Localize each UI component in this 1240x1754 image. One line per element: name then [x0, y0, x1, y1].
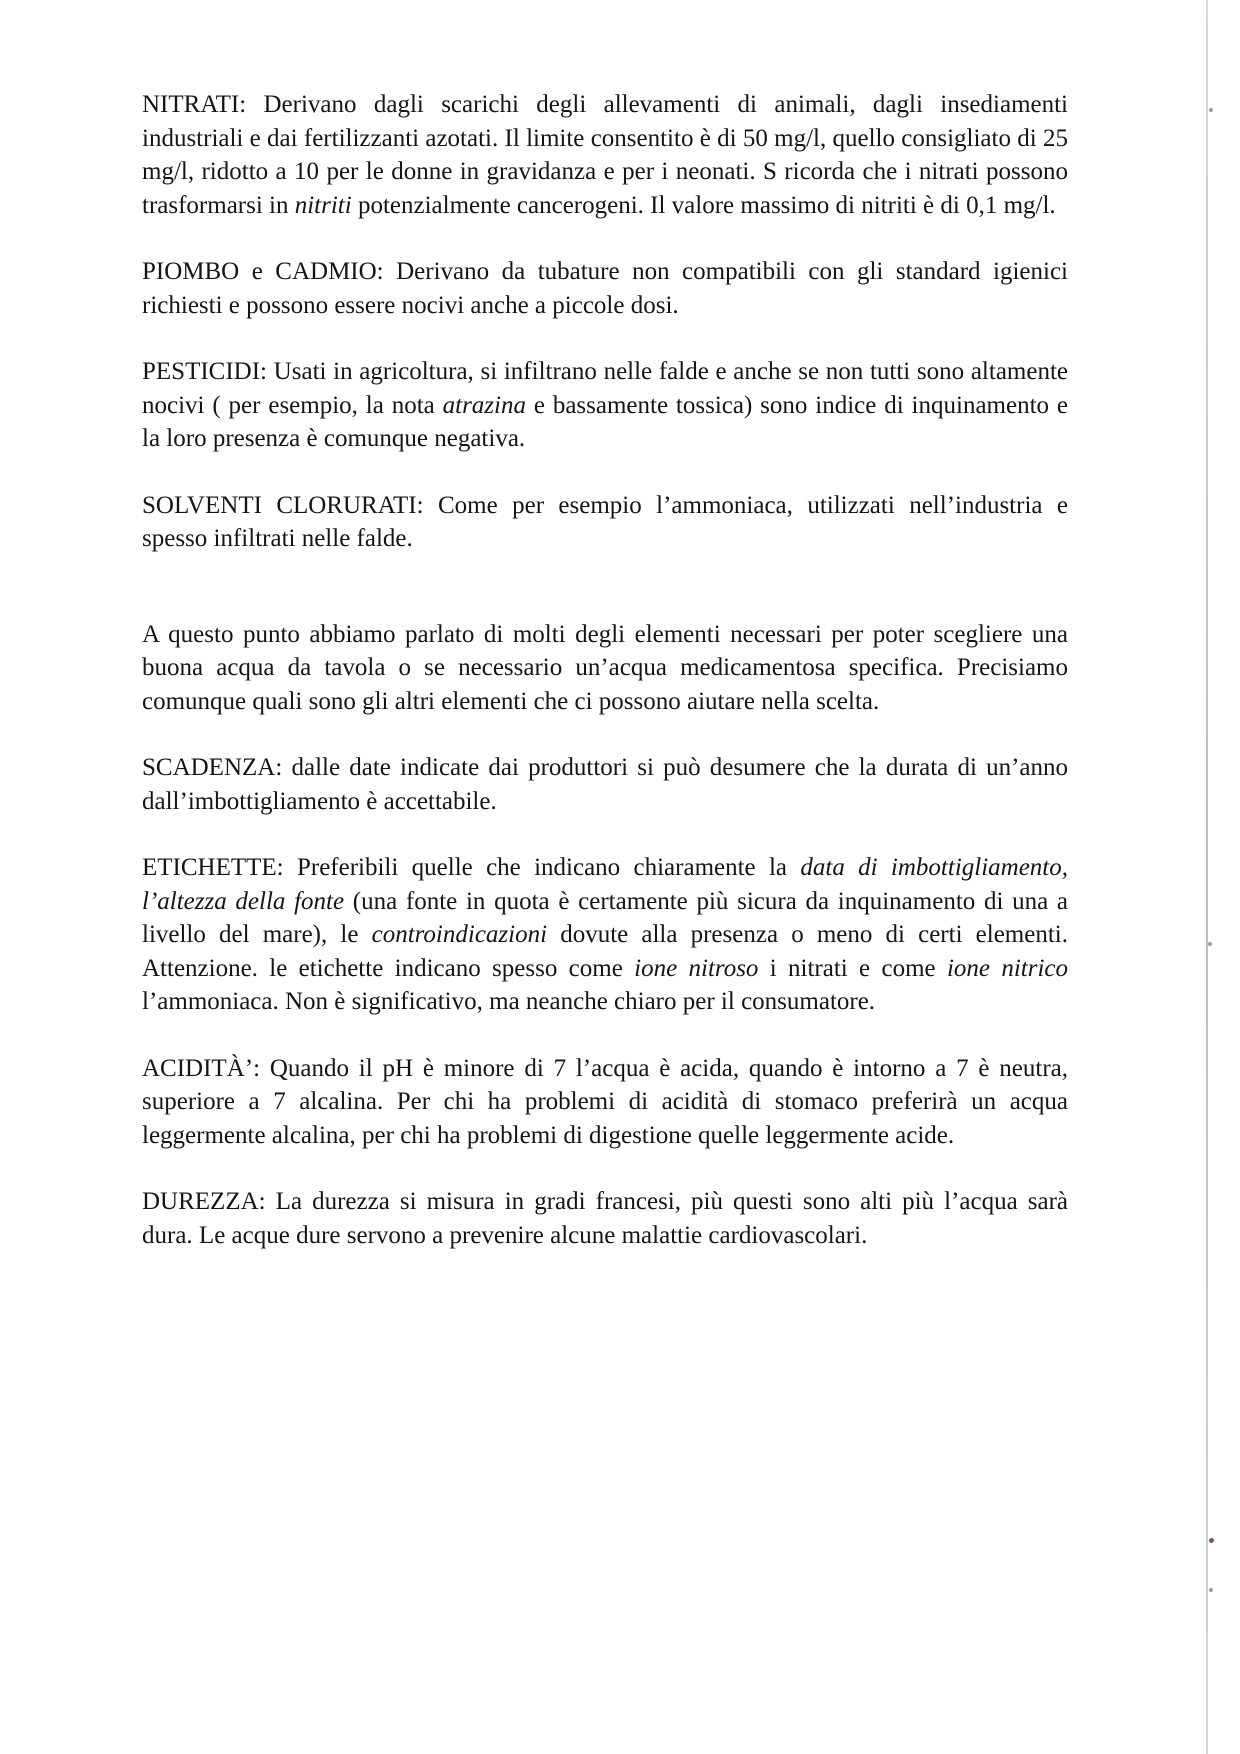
paragraph-term: SOLVENTI CLORURATI:	[142, 491, 424, 519]
text-run: Derivano da tubature non compatibili con gli standard igienici richiesti e possono essere nocivi anche a piccole dosi.	[142, 258, 1068, 319]
text-run: Derivano dagli scarichi degli allevamenti di animali, dagli insediamenti industriali e dai fertilizzanti azotati. Il limite consentito è di 50 mg/l, quello consigliato di 25 mg/l, ridotto a 10 per le donne in gravidanza e per i neonati. S ricorda che i nitrati possono trasformarsi in	[142, 91, 1068, 219]
text-run: La durezza si misura in gradi francesi, più questi sono alti più l’acqua sarà dura. Le acque dure servono a prevenire alcune malattie cardiovascolari.	[142, 1188, 1068, 1249]
paragraph-scadenza	[142, 751, 1068, 818]
paragraph-term: DUREZZA:	[142, 1188, 266, 1215]
page-edge-shadow	[1206, 0, 1208, 1754]
document-body	[142, 88, 1068, 1252]
paragraph-term: SCADENZA:	[142, 754, 283, 781]
text-run: dalle date indicate dai produttori si può desumere che la durata di un’anno dall’imbottigliamento è accettabile.	[142, 754, 1068, 815]
paragraph-acidita	[142, 1052, 1068, 1153]
scan-speck	[1209, 1588, 1213, 1592]
paragraph-term: PESTICIDI:	[142, 358, 267, 385]
text-run: A questo punto abbiamo parlato di molti degli elementi necessari per poter scegliere una buona acqua da tavola o se necessario un’acqua medicamentosa specifica. Precisiamo comunque quali sono gli altri elementi che ci possono aiutare nella scelta.	[142, 620, 1068, 715]
paragraph-intro-scelta	[142, 618, 1068, 719]
text-run: Quando il pH è minore di 7 l’acqua è acida, quando è intorno a 7 è neutra, superiore a 7 alcalina. Per chi ha problemi di acidità di stomaco preferirà un acqua leggermente alcalina, per chi ha problemi di digestione quelle leggermente acide.	[142, 1054, 1068, 1149]
paragraph-term: ACIDITÀ’:	[142, 1054, 261, 1082]
text-run: Preferibili quelle che indicano chiaramente la	[283, 854, 801, 881]
italic-text-run: nitriti	[294, 191, 352, 219]
text-run: l’ammoniaca. Non è significativo, ma neanche chiaro per il consumatore.	[142, 988, 876, 1015]
text-run: dovute alla presenza o meno di certi elementi. Attenzione. le etichette indicano spesso come	[142, 921, 1068, 982]
paragraph-pesticidi	[142, 355, 1068, 456]
paragraph-term: PIOMBO e CADMIO:	[142, 258, 384, 285]
paragraph-etichette	[142, 851, 1068, 1019]
text-run: Usati in agricoltura, si infiltrano nelle falde e anche se non tutti sono altamente nocivi ( per esempio, la nota	[142, 358, 1068, 419]
text-run: e bassamente tossica) sono indice di inquinamento e la loro presenza è comunque negativa.	[142, 391, 1068, 452]
paragraph-durezza	[142, 1185, 1068, 1252]
paragraph-piombo-cadmio	[142, 255, 1068, 322]
text-run: potenzialmente cancerogeni. Il valore massimo di nitriti è di 0,1 mg/l.	[351, 191, 1056, 219]
paragraph-term: ETICHETTE:	[142, 854, 284, 881]
italic-text-run: ione nitroso	[634, 954, 759, 982]
italic-text-run: data di imbottigliamento, l’altezza della fonte	[142, 854, 1069, 915]
text-run: i nitrati e come	[758, 954, 947, 982]
text-run: (una fonte in quota è certamente più sicura da inquinamento di una a livello del mare), le	[142, 887, 1068, 948]
paragraph-solventi-clorurati	[142, 489, 1068, 556]
italic-text-run: ione nitrico	[946, 954, 1068, 982]
paragraph-term: NITRATI:	[142, 91, 247, 118]
scan-speck	[1208, 942, 1212, 946]
scan-speck	[1209, 108, 1213, 112]
text-run: Come per esempio l’ammoniaca, utilizzati nell’industria e spesso infiltrati nelle falde.	[142, 491, 1069, 552]
scan-speck	[1209, 1538, 1214, 1543]
italic-text-run: atrazina	[442, 391, 526, 419]
paragraph-nitrati	[142, 88, 1068, 222]
italic-text-run: controindicazioni	[371, 921, 548, 948]
